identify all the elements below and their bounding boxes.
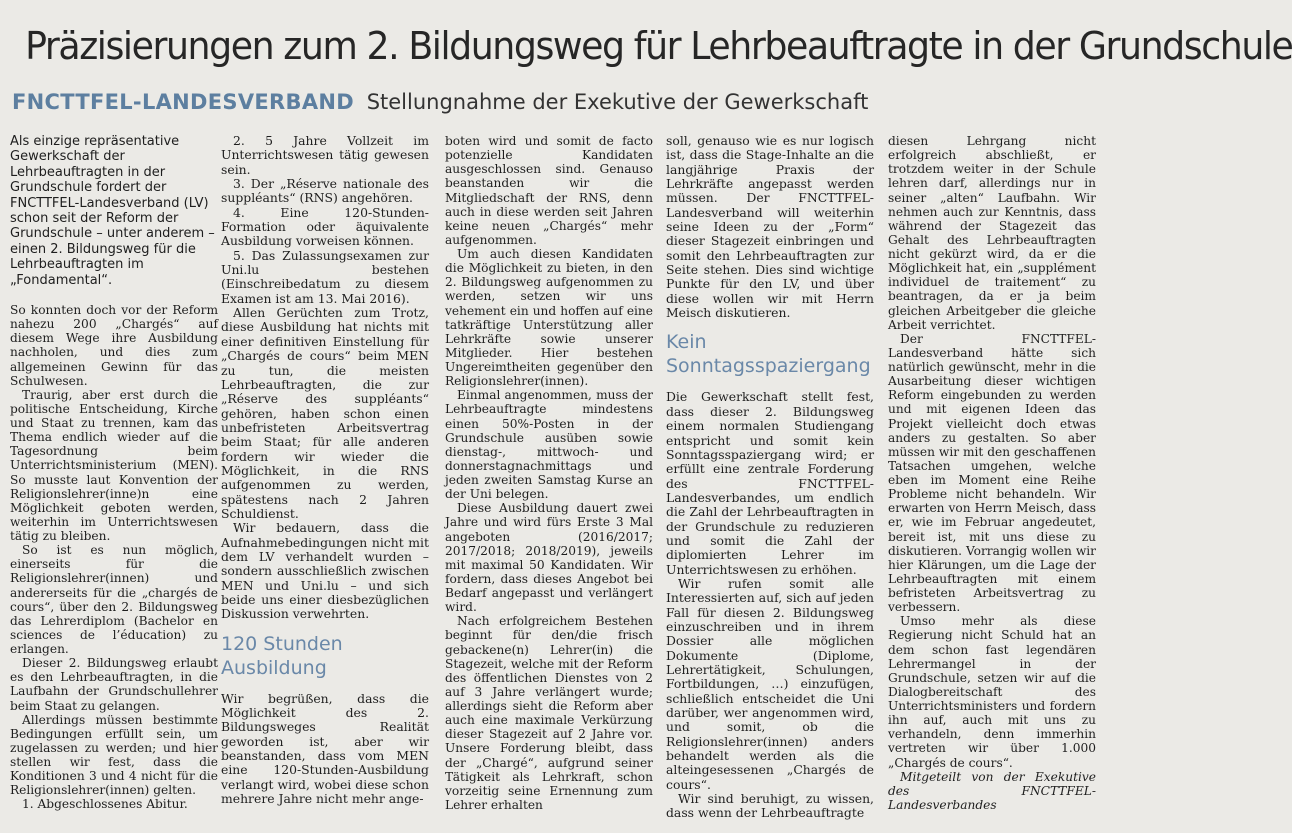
paragraph: Allerdings müssen bestimmte Bedingungen erfüllt sein, um zugelassen zu werden; und hier stellen wir fest, dass die Konditionen 3 und 4 nicht für die Religionslehrer(innen) gelten. [10,712,218,798]
paragraph: Diese Ausbildung dauert zwei Jahre und wird fürs Erste 3 Mal angeboten (2016/2017; 2017/2018; 2018/2019), jeweils mit maximal 50 Kandidaten. Wir fordern, dass dieses Angebot bei Bedarf angepasst und verlängert wird. [445,501,653,615]
list-item: 4. Eine 120-Stunden-Formation oder äquivalente Ausbildung vorweisen können. [221,204,429,249]
paragraph: diesen Lehrgang nicht erfolgreich abschließt, er trotzdem weiter in der Schule lehren darf, allerdings nur in seiner „alten“ Laufbahn. Wir nehmen auch zur Kenntnis, dass während der Stagezeit das Gehalt des Lehrbeauftragten nicht gekürzt wird, da er die Möglichkeit hat, ein „supplément individuel de traitement“ zu beantragen, da er ja beim gleichen Arbeitgeber die gleiche Arbeit verrichtet. [888,134,1096,332]
column-3 [445,134,653,812]
section-heading: 120 Stunden Ausbildung [221,632,343,679]
column-2 [221,134,429,806]
column-1 [10,134,218,812]
paragraph: Nach erfolgreichem Bestehen beginnt für den/die frisch gebackene(n) Lehrer(in) die Stagezeit, welche mit der Reform des öffentlichen Dienstes von 2 auf 3 Jahre verlängert wurde; allerdings sieht die Reform aber auch eine maximale Verkürzung dieser Stagezeit auf 2 Jahre vor. Unsere Forderung bleibt, dass der „Chargé“, aufgrund seiner Tätigkeit als Lehrkraft, schon vorzeitig seine Ernennung zum Lehrer erhalten [445,614,653,812]
paragraph: Umso mehr als diese Regierung nicht Schuld hat an dem schon fast legendären Lehrermangel in der Grundschule, setzen wir auf die Dialogbereitschaft des Unterrichtsministers und fordern ihn auf, auch mit uns zu verhandeln, denn immerhin vertreten wir über 1.000 „Chargés de cours“. [888,614,1096,770]
paragraph: Dieser 2. Bildungsweg erlaubt es den Lehrbeauftragten, in die Laufbahn der Grundschullehrer beim Staat zu gelangen. [10,656,218,713]
section-heading: Kein Sonntagsspaziergang [666,331,871,378]
headline: Präzisierungen zum 2. Bildungsweg für Lehrbeauftragte in der Grundschule [25,24,1292,68]
paragraph: Wir sind beruhigt, zu wissen, dass wenn der Lehrbeauftragte [666,791,874,821]
paragraph: Wir begrüßen, dass die Möglichkeit des 2. Bildungsweges Realität geworden ist, aber wir beanstanden, dass vom MEN eine 120-Stunden-Ausbildung verlangt wird, wobei diese schon mehrere Jahre nicht mehr ange- [221,690,429,807]
paragraph: So ist es nun möglich, einerseits für die Religionslehrer(innen) und andererseits für die „chargés de cours“, über den 2. Bildungsweg das Lehrerdiplom (Bachelor en sciences de l’éducation) zu erlangen. [10,543,218,657]
paragraph: Wir rufen somit alle Interessierten auf, sich auf jeden Fall für diesen 2. Bildungsweg einzuschreiben und in ihrem Dossier alle möglichen Dokumente (Diplome, Lehrertätigkeit, Schulungen, Fortbildungen, …) einzufügen, schließlich entscheidet die Uni darüber, wer angenommen wird, und somit, ob die Religionslehrer(innen) anders behandelt werden als die alteingesessenen „Chargés de cours“. [666,575,874,792]
subheadline-row [12,90,868,114]
paragraph: Einmal angenommen, muss der Lehrbeauftragte mindestens einen 50%-Posten in der Grundschule ausüben sowie dienstag-, mittwoch- und donnerstagnachmittags und jeden zweiten Samstag Kurse an der Uni belegen. [445,388,653,502]
lead-paragraph: Als einzige repräsentative Gewerkschaft der Lehrbeauftragten in der Grundschule fordert der FNCTTFEL-Landesverband (LV) schon seit der Reform der Grundschule – unter anderem – einen 2. Bildungsweg für die Lehrbeauftragten im „Fondamental“. [10,134,215,288]
list-item: 5. Das Zulassungsexamen zur Uni.lu bestehen (Einschreibedatum zu diesem Examen ist am 13. Mai 2016). [221,247,429,306]
paragraph: soll, genauso wie es nur logisch ist, dass die Stage-Inhalte an die langjährige Praxis der Lehrkräfte angepasst werden müssen. Der FNCTTFEL-Landesverband will weiterhin seine Ideen zu der „Form“ dieser Stagezeit einbringen und somit den Lehrbeauftragten zur Seite stehen. Dies sind wichtige Punkte für den LV, und über diese wollen wir mit Herrn Meisch diskutieren. [666,133,874,321]
list-item: 2. 5 Jahre Vollzeit im Unterrichtswesen tätig gewesen sein. [221,133,429,177]
paragraph: boten wird und somit de facto potenzielle Kandidaten ausgeschlossen sind. Genauso beanstanden wir die Mitgliedschaft der RNS, denn auch in diese werden seit Jahren keine neuen „Chargés“ mehr aufgenommen. [445,134,653,247]
list-item: 1. Abgeschlossenes Abitur. [22,797,188,812]
column-4 [666,134,874,821]
column-5 [888,134,1096,812]
paragraph: Um auch diesen Kandidaten die Möglichkeit zu bieten, in den 2. Bildungsweg aufgenommen zu werden, setzen wir uns vehement ein und hoffen auf eine tatkräftige Unterstützung aller Lehrkräfte sowie unserer Mitglieder. Hier bestehen Ungereimtheiten gegenüber den Religionslehrer(innen). [445,247,653,389]
subheadline: Stellungnahme der Exekutive der Gewerkschaft [366,90,869,114]
paragraph: Allen Gerüchten zum Trotz, diese Ausbildung hat nichts mit einer definitiven Einstellung für „Chargés de cours“ beim MEN zu tun, die meisten Lehrbeauftragten, die zur „Réserve des suppléants“ gehören, haben schon einen unbefristeten Arbeitsvertrag beim Staat; für alle anderen fordern wir wieder die Möglichkeit, in die RNS aufgenommen zu werden, spätestens nach 2 Jahren Schuldienst. [221,305,429,521]
paragraph: Traurig, aber erst durch die politische Entscheidung, Kirche und Staat zu trennen, kam das Thema endlich wieder auf die Tagesordnung beim Unterrichtsministerium (MEN). So musste laut Konvention der Religionslehrer(inne)n eine Möglichkeit geboten werden, weiterhin im Unterrichtswesen tätig zu bleiben. [10,387,218,544]
signature: Mitgeteilt von der Exekutive des FNCTTFEL-Landesverbandes [888,769,1096,812]
paragraph: Die Gewerkschaft stellt fest, dass dieser 2. Bildungsweg einem normalen Studiengang entspricht und somit kein Sonntagsspaziergang wird; er erfüllt eine zentrale Forderung des FNCTTFEL-Landesverbandes, um endlich die Zahl der Lehrbeauftragten in der Grundschule zu reduzieren und somit die Zahl der diplomierten Lehrer im Unterrichtswesen zu erhöhen. [666,389,874,577]
paragraph: Wir bedauern, dass die Aufnahmebedingungen nicht mit dem LV verhandelt wurden – sondern ausschließlich zwischen MEN und Uni.lu – und sich beide uns einer diesbezüglichen Diskussion verwehrten. [221,520,429,622]
kicker: FNCTTFEL-LANDESVERBAND [12,90,354,114]
paragraph: So konnten doch vor der Reform nahezu 200 „Chargés“ auf diesem Wege ihre Ausbildung nachholen, und dies zum allgemeinen Gewinn für das Schulwesen. [10,303,218,388]
paragraph: Der FNCTTFEL-Landesverband hätte sich natürlich gewünscht, mehr in die Ausarbeitung dieser wichtigen Reform eingebunden zu werden und mit eigenen Ideen das Projekt vielleicht doch etwas anders zu gestalten. So aber müssen wir mit den geschaffenen Tatsachen umgehen, welche eben im Moment eine Reihe Probleme nicht behandeln. Wir erwarten von Herrn Meisch, dass er, wie im Februar angedeutet, bereit ist, mit uns diese zu diskutieren. Vorrangig wollen wir hier Klärungen, um die Lage der Lehrbeauftragten mit einem befristeten Arbeitsvertrag zu verbessern. [888,331,1096,615]
list-item: 3. Der „Réserve nationale des suppléants“ (RNS) angehören. [221,176,429,206]
